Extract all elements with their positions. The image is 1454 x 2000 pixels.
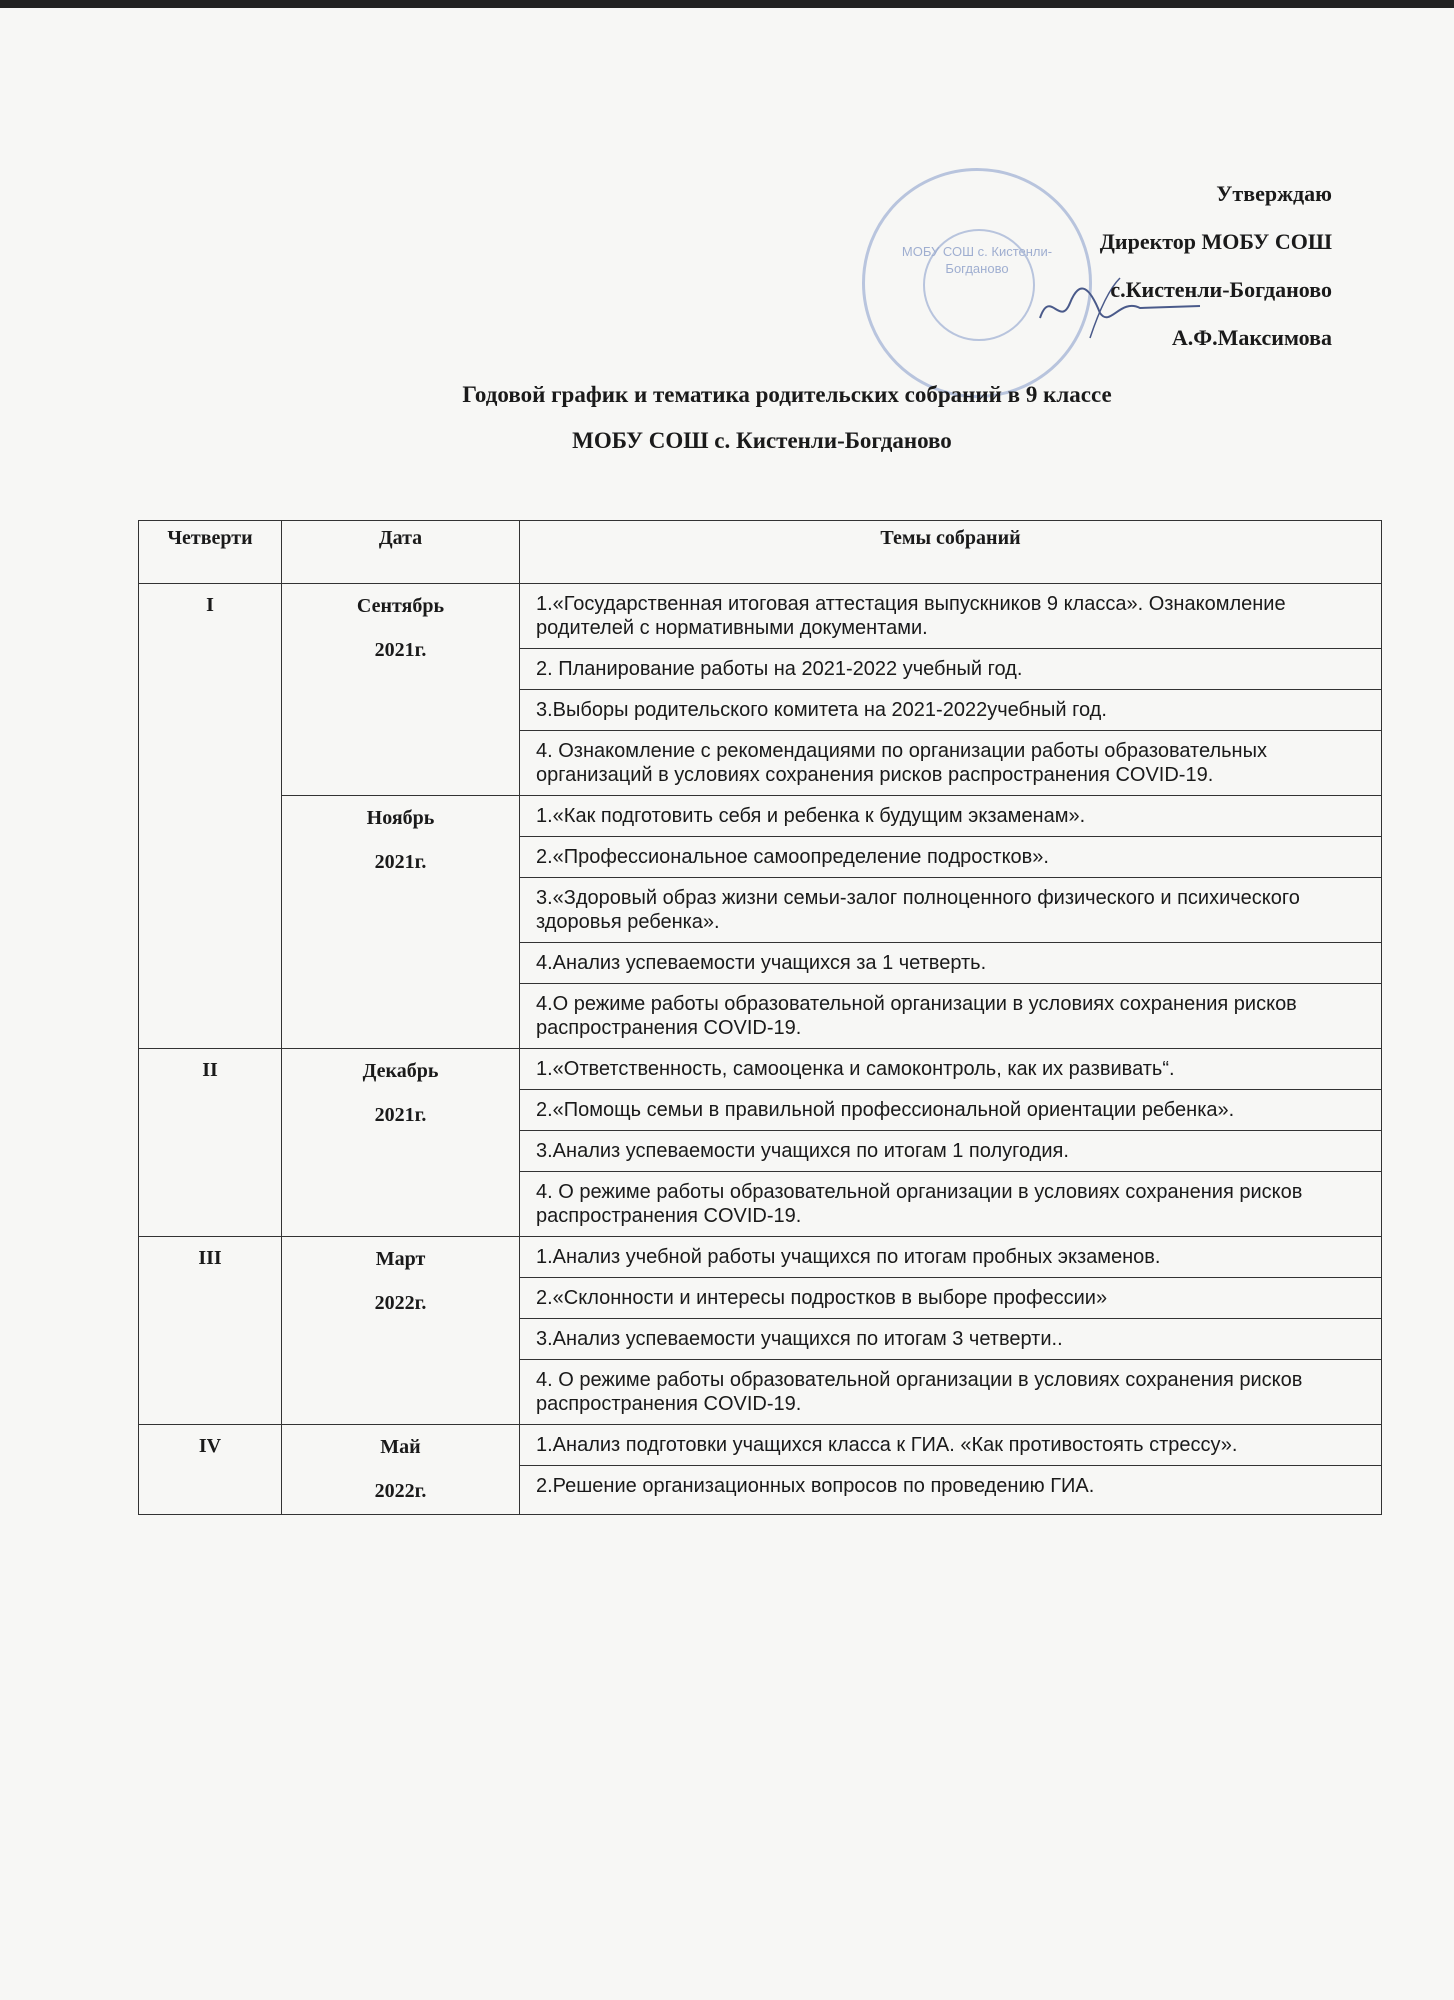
approval-block <box>1100 170 1332 362</box>
scan-top-edge <box>0 0 1454 8</box>
document-title: Годовой график и тематика родительских собраний в 9 классе <box>462 382 1112 407</box>
topic-item: 4. Ознакомление с рекомендациями по организации работы образовательных организаций в условиях сохранения рисков распространения COVID-19. <box>520 730 1381 795</box>
topics-cell <box>520 796 1382 1049</box>
approval-line-name: А.Ф.Максимова <box>1171 325 1332 350</box>
topic-item: 3.«Здоровый образ жизни семьи-залог полноценного физического и психического здоровья ребенка». <box>520 877 1381 942</box>
header-topics: Темы собраний <box>520 521 1382 584</box>
topic-item: 4.О режиме работы образовательной организации в условиях сохранения рисков распространения COVID-19. <box>520 983 1381 1048</box>
approval-line-position: Директор МОБУ СОШ <box>1099 229 1332 254</box>
date-year: 2021г. <box>374 639 427 661</box>
date-cell <box>282 584 520 796</box>
date-year: 2021г. <box>374 1104 427 1126</box>
approval-line-location: с.Кистенли-Богданово <box>1110 277 1332 302</box>
meetings-table <box>138 520 1382 1515</box>
topic-item: 2.«Склонности и интересы подростков в выборе профессии» <box>520 1277 1381 1318</box>
topics-cell <box>520 1049 1382 1237</box>
header-quarters: Четверти <box>139 521 282 584</box>
topics-cell <box>520 1425 1382 1515</box>
topic-item: 4. О режиме работы образовательной организации в условиях сохранения рисков распространения COVID-19. <box>520 1171 1381 1236</box>
date-cell <box>282 1425 520 1515</box>
date-month: Сентябрь <box>356 595 445 617</box>
topic-item: 3.Анализ успеваемости учащихся по итогам 3 четверти.. <box>520 1318 1381 1359</box>
date-cell <box>282 796 520 1049</box>
topic-item: 3.Анализ успеваемости учащихся по итогам 1 полугодия. <box>520 1130 1381 1171</box>
quarter-cell: IV <box>139 1425 282 1515</box>
table-row <box>139 1425 1382 1515</box>
stamp-text: МОБУ СОШ с. Кистенли- Богданово <box>901 244 1053 276</box>
topics-cell <box>520 1237 1382 1425</box>
table-row <box>139 1237 1382 1425</box>
quarter-cell: I <box>139 584 282 1049</box>
date-month: Март <box>375 1248 426 1270</box>
table-row <box>139 796 1382 1049</box>
topic-item: 2.Решение организационных вопросов по проведению ГИА. <box>520 1465 1381 1506</box>
document-subtitle: МОБУ СОШ с. Кистенли-Богданово <box>572 428 952 453</box>
date-month: Декабрь <box>362 1060 439 1082</box>
approval-line-approve: Утверждаю <box>1216 181 1332 206</box>
topic-item: 1.«Государственная итоговая аттестация выпускников 9 класса». Ознакомление родителей с нормативными документами. <box>536 593 1286 639</box>
table-header-row <box>139 521 1382 584</box>
topic-item: 2.«Помощь семьи в правильной профессиональной ориентации ребенка». <box>520 1089 1381 1130</box>
topic-item: 2. Планирование работы на 2021-2022 учебный год. <box>520 648 1381 689</box>
date-cell <box>282 1049 520 1237</box>
date-year: 2021г. <box>374 851 427 873</box>
date-cell <box>282 1237 520 1425</box>
date-year: 2022г. <box>374 1480 427 1502</box>
topic-item: 1.«Как подготовить себя и ребенка к будущим экзаменам». <box>536 805 1086 827</box>
topic-item: 3.Выборы родительского комитета на 2021-2022учебный год. <box>520 689 1381 730</box>
date-month: Май <box>380 1436 421 1458</box>
date-year: 2022г. <box>374 1292 427 1314</box>
header-date: Дата <box>282 521 520 584</box>
topic-item: 2.«Профессиональное самоопределение подростков». <box>520 836 1381 877</box>
topic-item: 1.Анализ учебной работы учащихся по итогам пробных экзаменов. <box>536 1246 1161 1268</box>
table-row <box>139 584 1382 796</box>
table-row <box>139 1049 1382 1237</box>
topic-item: 4.Анализ успеваемости учащихся за 1 четверть. <box>520 942 1381 983</box>
topics-cell <box>520 584 1382 796</box>
topic-item: 1.Анализ подготовки учащихся класса к ГИА. «Как противостоять стрессу». <box>536 1434 1238 1456</box>
quarter-cell: III <box>139 1237 282 1425</box>
topic-item: 4. О режиме работы образовательной организации в условиях сохранения рисков распространения COVID-19. <box>520 1359 1381 1424</box>
quarter-cell: II <box>139 1049 282 1237</box>
date-month: Ноябрь <box>366 807 435 829</box>
topic-item: 1.«Ответственность, самооценка и самоконтроль, как их развивать“. <box>536 1058 1175 1080</box>
